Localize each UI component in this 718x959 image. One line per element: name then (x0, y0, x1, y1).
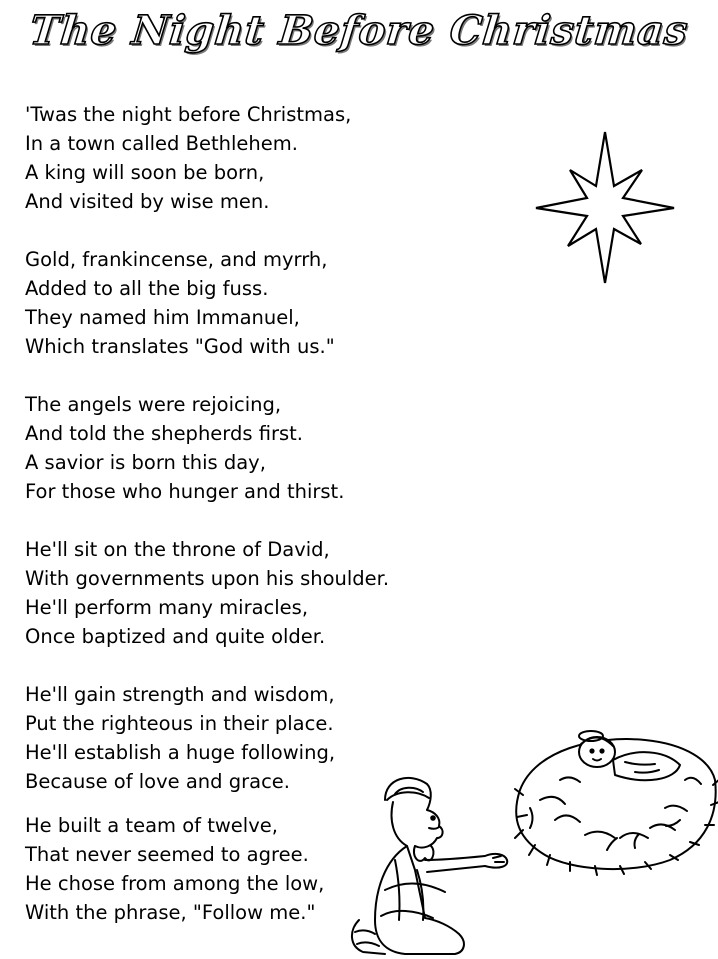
poem-line: That never seemed to agree. (25, 843, 309, 866)
stanza-1 (25, 100, 495, 216)
stanza-2 (25, 245, 495, 361)
poem-line: Put the righteous in their place. (25, 712, 334, 735)
poem-line: A savior is born this day, (25, 451, 266, 474)
poem-line: He'll establish a huge following, (25, 741, 336, 764)
nativity-illustration (345, 720, 718, 959)
poem-line: In a town called Bethlehem. (25, 132, 298, 155)
poem-line: For those who hunger and thirst. (25, 480, 345, 503)
stanza-3 (25, 390, 495, 506)
poem-line: He built a team of twelve, (25, 814, 278, 837)
star-icon (530, 128, 680, 288)
poem-line: Because of love and grace. (25, 770, 290, 793)
poem-line: Gold, frankincense, and myrrh, (25, 248, 328, 271)
poem-line: And visited by wise men. (25, 190, 270, 213)
poem-line: 'Twas the night before Christmas, (25, 103, 352, 126)
poem-line: The angels were rejoicing, (25, 393, 282, 416)
poem-line: They named him Immanuel, (25, 306, 300, 329)
poem-line: Added to all the big fuss. (25, 277, 269, 300)
poem-line: With the phrase, "Follow me." (25, 901, 316, 924)
poem-line: He'll gain strength and wisdom, (25, 683, 335, 706)
stanza-4 (25, 535, 495, 651)
poem-line: Which translates "God with us." (25, 335, 335, 358)
poem-line: Once baptized and quite older. (25, 625, 326, 648)
poem-line: A king will soon be born, (25, 161, 265, 184)
page-title: The Night Before Christmas (27, 7, 691, 54)
poem-line: He'll sit on the throne of David, (25, 538, 330, 561)
poem-line: He'll perform many miracles, (25, 596, 309, 619)
poem-line: And told the shepherds first. (25, 422, 304, 445)
poem-line: With governments upon his shoulder. (25, 567, 390, 590)
poem-line: He chose from among the low, (25, 872, 325, 895)
